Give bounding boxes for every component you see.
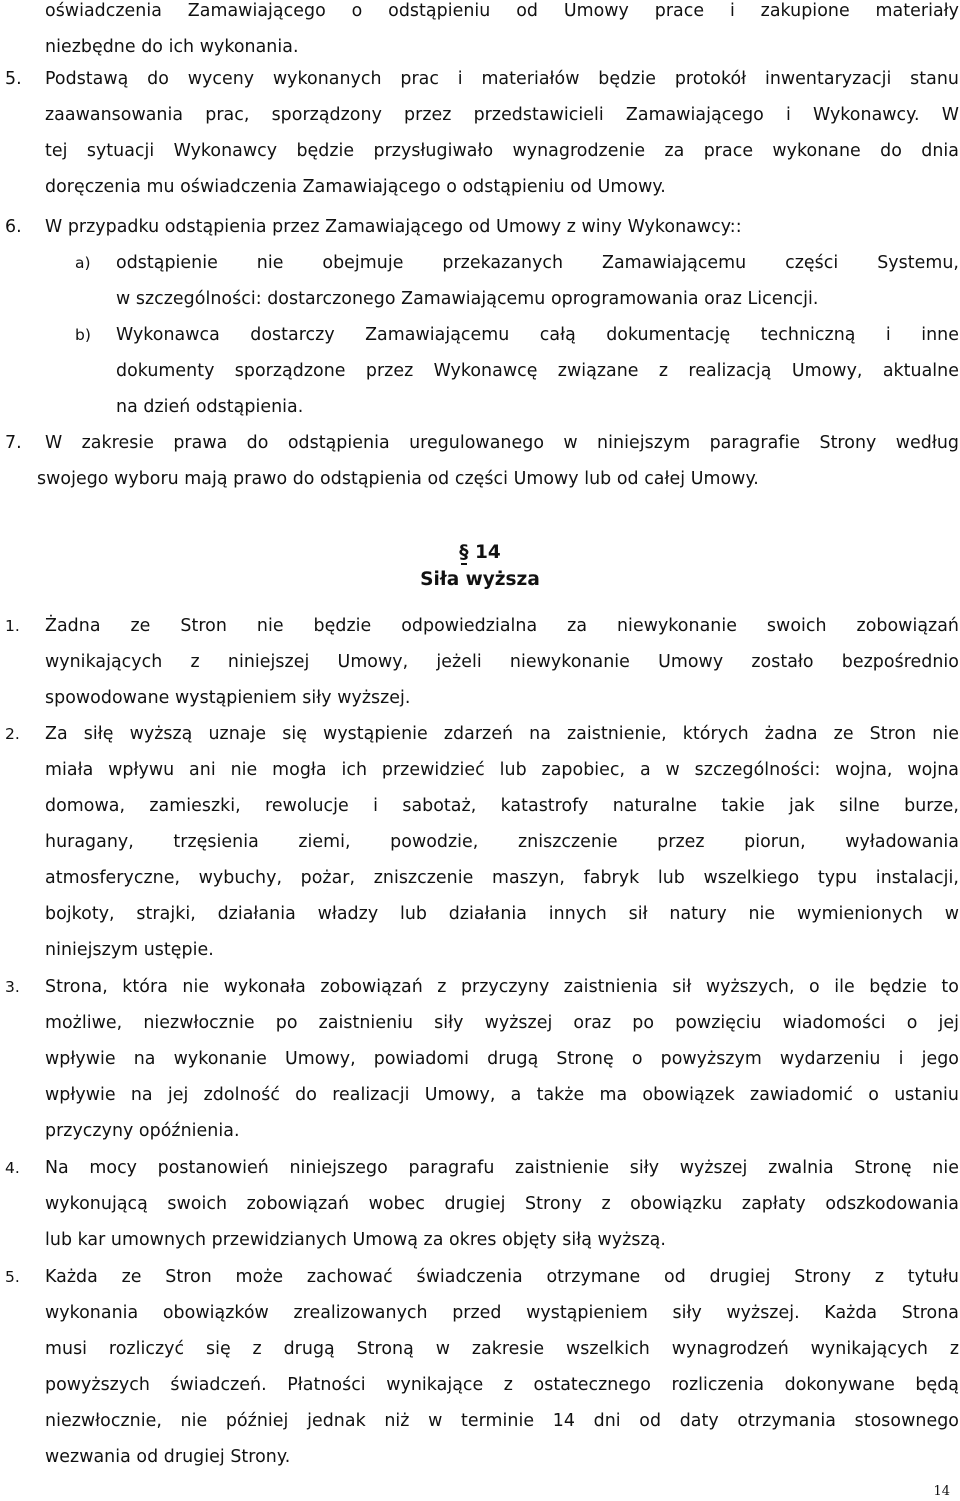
text-line: spowodowane wystąpieniem siły wyższej. [45,688,411,708]
item-text [45,608,959,716]
text-line: niniejszym ustępie. [45,940,214,960]
item-number: 2. [5,725,20,743]
text-line: możliwe, niezwłocznie po zaistnieniu siły wyższej oraz po powzięciu wiadomości o jej [45,1013,959,1033]
text-line: wpływie na wykonanie Umowy, powiadomi drugą Stronę o powyższym wydarzeniu i jego [45,1049,959,1069]
text-line: lub kar umownych przewidzianych Umową za okres objęty siłą wyższą. [45,1230,666,1250]
text-line: bojkoty, strajki, działania władzy lub działania innych sił natury nie wymienionych w [45,904,959,924]
text-line: dokumenty sporządzone przez Wykonawcę związane z realizacją Umowy, aktualne [116,361,959,381]
item-number: 4. [5,1159,20,1177]
text-line: wezwania od drugiej Strony. [45,1447,291,1467]
text-line: Strona, która nie wykonała zobowiązań z przyczyny zaistnienia sił wyższych, o ile będzie to [45,977,959,997]
text-line: huragany, trzęsienia ziemi, powodzie, zniszczenie przez piorun, wyładowania [45,832,959,852]
item-text [45,425,959,461]
text-line: wynikających z niniejszej Umowy, jeżeli niewykonanie Umowy zostało bezpośrednio [45,652,959,672]
section-title: Siła wyższa [420,569,540,590]
item-number: 7. [5,433,22,453]
text-line: niezwłocznie, nie później jednak niż w terminie 14 dni od daty otrzymania stosownego [45,1411,959,1431]
section-number-text: 14 [474,542,501,563]
text-line: na dzień odstąpienia. [116,397,304,417]
sub-item-label: b) [75,326,91,344]
text-line: w szczególności: dostarczonego Zamawiającemu oprogramowania oraz Licencji. [116,289,819,309]
item-text [45,1259,959,1475]
intro-paragraph [45,0,959,65]
text-line: Podstawą do wyceny wykonanych prac i materiałów będzie protokół inwentaryzacji stanu [45,69,959,89]
item-number: 5. [5,69,22,89]
text-line: wpływie na jej zdolność do realizacji Umowy, a także ma obowiązek zawiadomić o ustaniu [45,1085,959,1105]
text-line: atmosferyczne, wybuchy, pożar, zniszczenie maszyn, fabryk lub wszelkiego typu instalacji, [45,868,959,888]
page-number: 14 [933,1484,950,1499]
text-line: Żadna ze Stron nie będzie odpowiedzialna za niewykonanie swoich zobowiązań [45,616,959,636]
text-line: zaawansowania prac, sporządzony przez przedstawicieli Zamawiającego i Wykonawcy. W [45,105,959,125]
text-line: domowa, zamieszki, rewolucje i sabotaż, katastrofy naturalne takie jak silne burze, [45,796,959,816]
text-line: wykonującą swoich zobowiązań wobec drugiej Strony z obowiązku zapłaty odszkodowania [45,1194,959,1214]
item-text [45,969,959,1149]
text-line: musi rozliczyć się z drugą Stroną w zakresie wszelkich wynagrodzeń wynikających z [45,1339,959,1359]
item-number: 6. [5,217,22,237]
sub-item-text [116,317,959,425]
text-line: doręczenia mu oświadczenia Zamawiającego o odstąpieniu od Umowy. [45,177,666,197]
text-line: swojego wyboru mają prawo do odstąpienia od części Umowy lub od całej Umowy. [37,469,759,489]
item-text [45,61,959,205]
section-symbol: § [459,535,468,571]
item-text [45,1150,959,1258]
item-text [45,716,959,968]
text-line: W zakresie prawa do odstąpienia uregulowanego w niniejszym paragrafie Strony według [45,433,959,453]
text-line: Każda ze Stron może zachować świadczenia otrzymane od drugiej Strony z tytułu [45,1267,959,1287]
text-line: Na mocy postanowień niniejszego paragrafu zaistnienie siły wyższej zwalnia Stronę nie [45,1158,959,1178]
item-number: 5. [5,1268,20,1286]
text-line: przyczyny opóźnienia. [45,1121,240,1141]
text-line: wykonania obowiązków zrealizowanych przed wystąpieniem siły wyższej. Każda Strona [45,1303,959,1323]
text-line: odstąpienie nie obejmuje przekazanych Zamawiającemu części Systemu, [116,253,959,273]
text-line: Za siłę wyższą uznaje się wystąpienie zdarzeń na zaistnienie, których żadna ze Stron nie [45,724,959,744]
text-line: powyższych świadczeń. Płatności wynikające z ostatecznego rozliczenia dokonywane będą [45,1375,959,1395]
text-line: W przypadku odstąpienia przez Zamawiającego od Umowy z winy Wykonawcy:: [45,217,742,237]
intro-line: oświadczenia Zamawiającego o odstąpieniu od Umowy prace i zakupione materiały [45,1,959,21]
sub-item-label: a) [75,254,91,272]
sub-item-text [116,245,959,317]
text-line: tej sytuacji Wykonawcy będzie przysługiwało wynagrodzenie za prace wykonane do dnia [45,141,959,161]
item-text [45,209,959,245]
intro-line: niezbędne do ich wykonania. [45,37,299,57]
item-number: 3. [5,978,20,996]
text-line: Wykonawca dostarczy Zamawiającemu całą dokumentację techniczną i inne [116,325,959,345]
text-line: miała wpływu ani nie mogła ich przewidzieć lub zapobiec, a w szczególności: wojna, wojna [45,760,959,780]
item-number: 1. [5,617,20,635]
list-item-continuation [37,461,959,497]
